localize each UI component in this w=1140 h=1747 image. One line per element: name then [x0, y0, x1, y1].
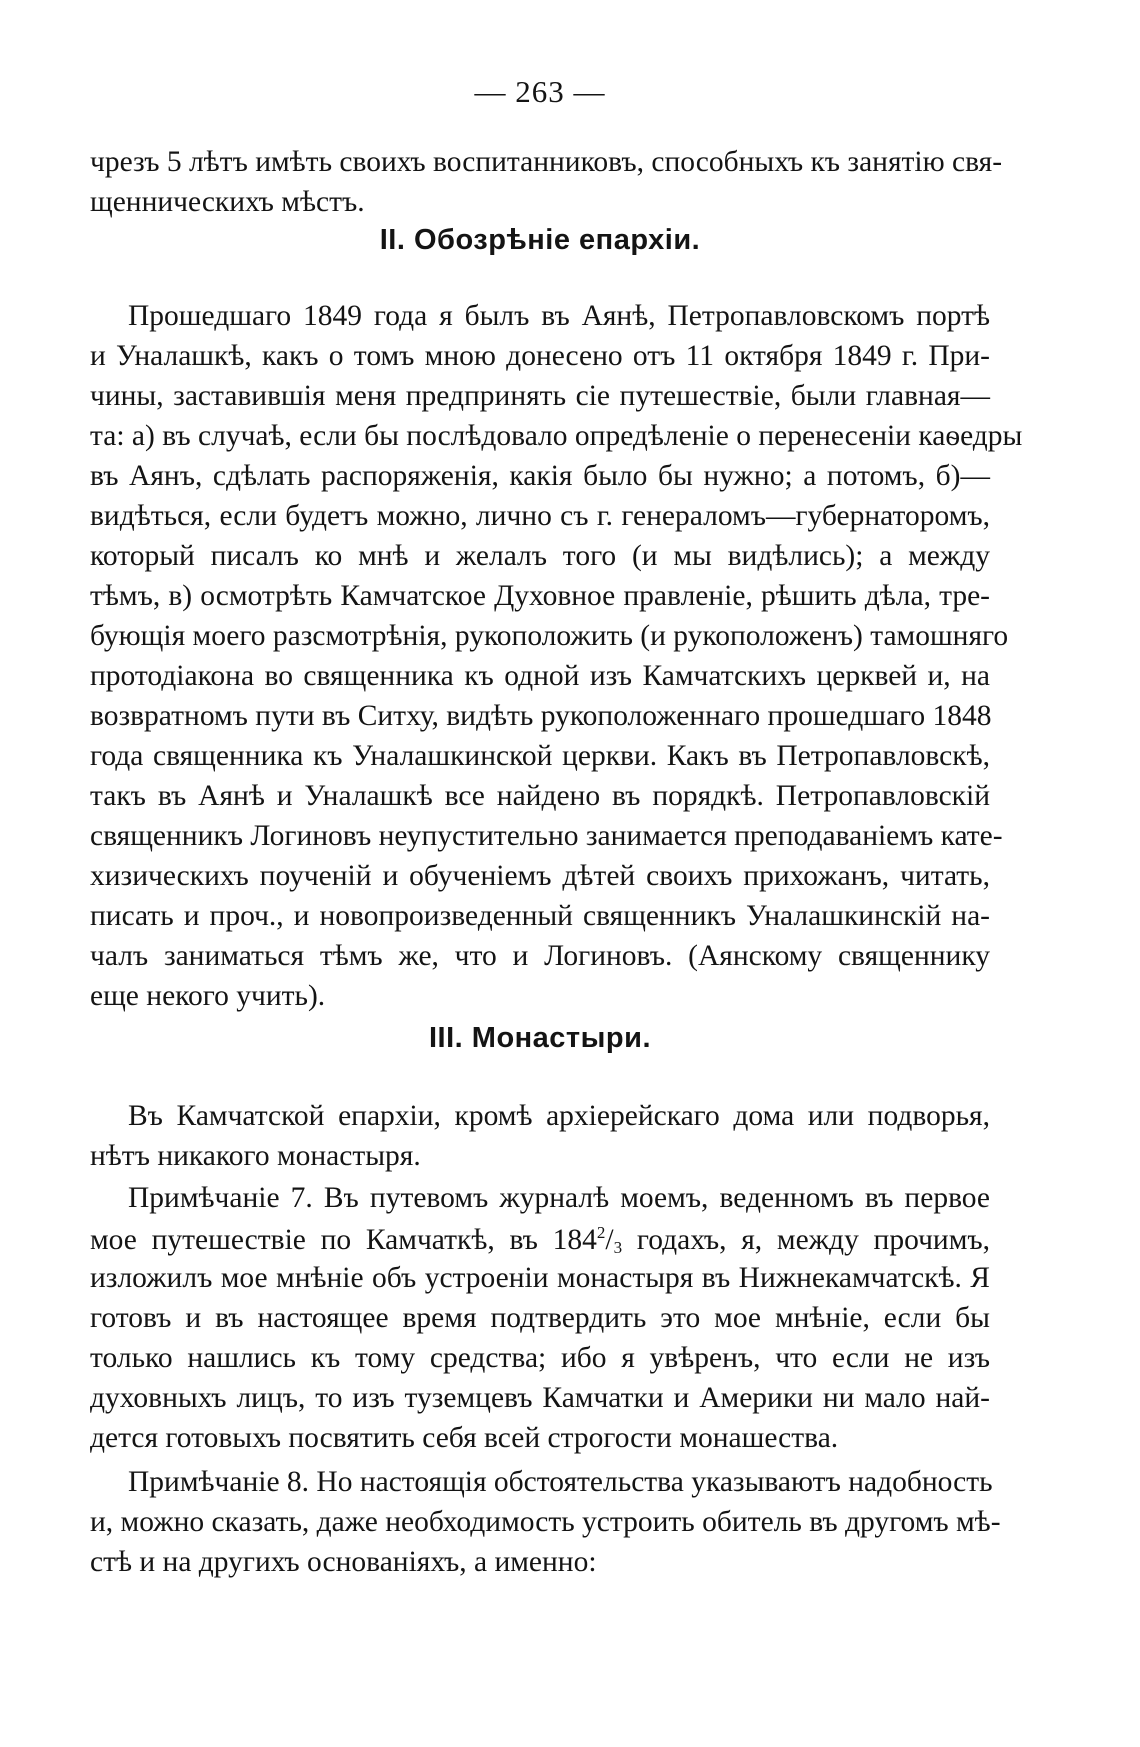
paragraph-line: священникъ Логиновъ неупустительно занимается преподаваніемъ кате-	[90, 820, 1003, 852]
note-7-text: годахъ, я, между прочимъ,	[622, 1224, 990, 1256]
paragraph-line: въ Аянъ, сдѣлать распоряженія, какія было бы нужно; а потомъ, б)—	[90, 460, 990, 492]
section-heading-monasteries: III. Монастыри.	[429, 1022, 651, 1054]
page-number: — 263 —	[474, 74, 606, 109]
section-heading-overview: II. Обозрѣніе епархіи.	[379, 224, 701, 256]
note-7-line: готовъ и въ настоящее время подтвердить это мое мнѣніе, если бы	[90, 1302, 990, 1334]
paragraph-line: и Уналашкѣ, какъ о томъ мною донесено отъ 11 октября 1849 г. При-	[90, 340, 990, 372]
paragraph-line: который писалъ ко мнѣ и желалъ того (и мы видѣлись); а между	[90, 540, 990, 572]
note-8-line: Примѣчаніе 8. Но настоящія обстоятельства указываютъ надобность	[128, 1466, 993, 1498]
paragraph-line: чалъ заниматься тѣмъ же, что и Логиновъ. (Аянскому священнику	[90, 940, 990, 972]
fraction-denominator: 3	[613, 1238, 623, 1257]
note-7-line: изложилъ мое мнѣніе объ устроеніи монастыря въ Нижнекамчатскѣ. Я	[90, 1262, 990, 1294]
paragraph-line: года священника къ Уналашкинской церкви. Какъ въ Петропавловскѣ,	[90, 740, 990, 772]
paragraph-line: нѣтъ никакого монастыря.	[90, 1140, 421, 1172]
paragraph-line: чины, заставившія меня предпринять сіе путешествіе, были главная—	[90, 380, 990, 412]
paragraph-line: хизическихъ поученій и обученіемъ дѣтей своихъ прихожанъ, читать,	[90, 860, 990, 892]
paragraph-line: Прошедшаго 1849 года я былъ въ Аянѣ, Петропавловскомъ портѣ	[128, 300, 990, 332]
note-7-line: духовныхъ лицъ, то изъ туземцевъ Камчатки и Америки ни мало най-	[90, 1382, 990, 1414]
paragraph-line: такъ въ Аянѣ и Уналашкѣ все найдено въ порядкѣ. Петропавловскій	[90, 780, 990, 812]
fraction-numerator: 2	[596, 1223, 606, 1242]
intro-line-2: щенническихъ мѣстъ.	[90, 186, 365, 218]
paragraph-line: возвратномъ пути въ Ситху, видѣть рукоположеннаго прошедшаго 1848	[90, 700, 992, 732]
paragraph-line: Въ Камчатской епархіи, кромѣ архіерейскаго дома или подворья,	[128, 1100, 990, 1132]
note-7-line	[90, 1224, 990, 1256]
paragraph-line: видѣться, если будетъ можно, лично съ г. генераломъ—губернаторомъ,	[90, 500, 990, 532]
note-7-line: Примѣчаніе 7. Въ путевомъ журналѣ моемъ, веденномъ въ первое	[128, 1182, 990, 1214]
note-7-text: мое путешествіе по Камчаткѣ, въ 184	[90, 1224, 597, 1256]
note-7-line: дется готовыхъ посвятить себя всей строгости монашества.	[90, 1422, 839, 1454]
paragraph-line: бующія моего разсмотрѣнія, рукоположить (и рукоположенъ) тамошняго	[90, 620, 1009, 652]
paragraph-line: протодіакона во священника къ одной изъ Камчатскихъ церквей и, на	[90, 660, 990, 692]
intro-line-1: чрезъ 5 лѣтъ имѣть своихъ воспитанниковъ, способныхъ къ занятію свя-	[90, 146, 1003, 178]
book-page	[90, 0, 1023, 1747]
paragraph-line: еще некого учить).	[90, 980, 326, 1012]
fraction-slash: /	[605, 1224, 614, 1256]
note-8-line: стѣ и на другихъ основаніяхъ, а именно:	[90, 1546, 597, 1578]
paragraph-line: писать и проч., и новопроизведенный священникъ Уналашкинскій на-	[90, 900, 990, 932]
note-8-line: и, можно сказать, даже необходимость устроить обитель въ другомъ мѣ-	[90, 1506, 1001, 1538]
note-7-line: только нашлись къ тому средства; ибо я увѣренъ, что если не изъ	[90, 1342, 990, 1374]
paragraph-line: та: а) въ случаѣ, если бы послѣдовало опредѣленіе о перенесеніи каѳедры	[90, 420, 1023, 452]
paragraph-line: тѣмъ, в) осмотрѣть Камчатское Духовное правленіе, рѣшить дѣла, тре-	[90, 580, 990, 612]
